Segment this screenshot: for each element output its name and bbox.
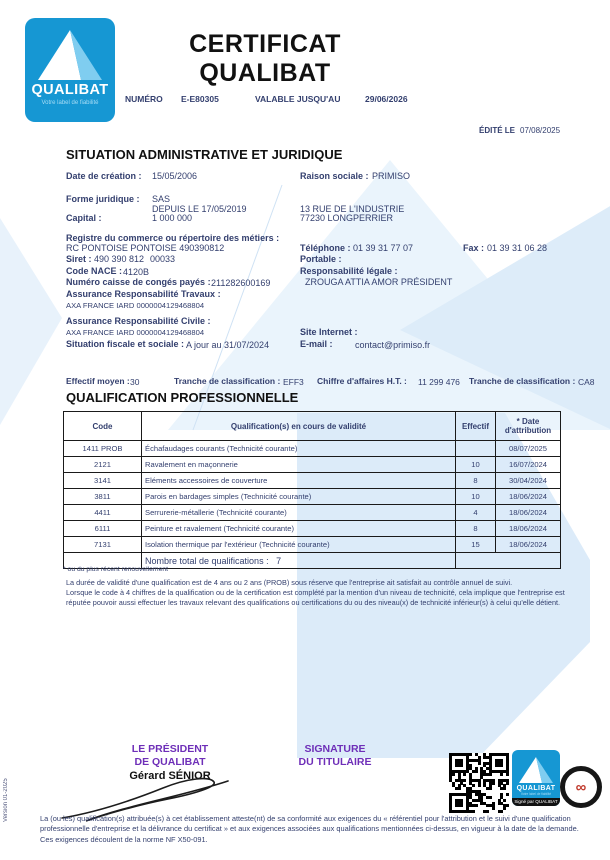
- cell-date: 08/07/2025: [496, 441, 561, 457]
- total-label-cell: [142, 553, 456, 569]
- cell-code: 3811: [64, 489, 142, 505]
- ca-value: 11 299 476: [418, 377, 460, 387]
- cell-label: Isolation thermique par l'extérieur (Technicité courante): [142, 537, 456, 553]
- cell-label: Échafaudages courants (Technicité courante): [142, 441, 456, 457]
- raison-label: Raison sociale :: [300, 171, 369, 181]
- logo-name: QUALIBAT: [516, 785, 556, 792]
- conformity-note: La (ou les) qualification(s) attribuée(s) à cet établissement atteste(nt) de sa conformité aux exigences du « référentiel pour l'attribution et le suivi d'une qualification professionnelle d'entreprise et la délivrance du certificat » et aux exigences associées aux qualifications mentionnées ci-dessus, en vigueur à la date de la demande. Ces exigences découlent de la norme NF X50-091.: [40, 814, 579, 844]
- capital-label: Capital :: [66, 213, 102, 223]
- tel-label: Téléphone :: [300, 243, 351, 253]
- site-internet-label: Site Internet :: [300, 327, 358, 337]
- edite-value: 07/08/2025: [520, 126, 561, 135]
- assurance-travaux-label: Assurance Responsabilité Travaux :: [66, 289, 221, 299]
- qualification-heading: QUALIFICATION PROFESSIONNELLE: [66, 390, 299, 405]
- capital-value: 1 000 000: [152, 213, 193, 223]
- table-row: [64, 489, 561, 505]
- col-header-date-line2: d'attribution: [504, 426, 552, 435]
- validity-note-line2: Lorsque le code à 4 chiffres de la qualification ou de la certification est complété par la mention d'un niveau de technicité, cela implique que l'entreprise est réputée pouvoir aussi effectuer les travaux relevant des qualifications ou certifications du ou des niveau(x) de technicité inférieur(s) à celui qu'elle détient.: [66, 588, 565, 608]
- table-header-row: [64, 412, 561, 441]
- president-title-line1: LE PRÉSIDENT: [131, 743, 209, 755]
- registre-value: RC PONTOISE PONTOISE 490390812: [66, 243, 225, 253]
- pyramid-icon: [512, 753, 560, 785]
- cell-label: Ravalement en maçonnerie: [142, 457, 456, 473]
- raison-value: PRIMISO: [372, 171, 411, 181]
- tel-value: 01 39 31 77 07: [353, 243, 414, 253]
- cell-code: 7131: [64, 537, 142, 553]
- cell-effectif: 8: [456, 521, 496, 537]
- conges-label: Numéro caisse de congés payés :: [66, 277, 211, 287]
- version-label: Version 01-2025: [3, 778, 9, 822]
- numero-label: NUMÉRO: [125, 94, 163, 104]
- signed-by-bar: Signé par QUALIBAT: [512, 798, 560, 806]
- table-row: [64, 505, 561, 521]
- col-header-code: Code: [64, 412, 142, 441]
- table-row: [64, 441, 561, 457]
- tranche-eff-label: Tranche de classification :: [174, 376, 281, 386]
- resp-legale-label: Responsabilité légale :: [300, 266, 398, 276]
- pyramid-icon: [25, 22, 115, 84]
- cell-effectif: 10: [456, 457, 496, 473]
- adresse-line2: 77230 LONGPERRIER: [300, 213, 394, 223]
- forme-depuis: DEPUIS LE 17/05/2019: [152, 204, 247, 214]
- date-creation-label: Date de création :: [66, 171, 142, 181]
- cell-date: 16/07/2024: [496, 457, 561, 473]
- logo-name: QUALIBAT: [31, 82, 109, 98]
- tranche-eff-value: EFF3: [283, 377, 304, 387]
- page-title: CERTIFICAT QUALIBAT: [189, 30, 341, 87]
- fax-value: 01 39 31 06 28: [487, 243, 548, 253]
- siret-value: 490 390 812: [94, 254, 145, 264]
- qr-code: [449, 753, 509, 813]
- effectif-moyen-label: Effectif moyen :: [66, 376, 130, 386]
- titulaire-title-line2: DU TITULAIRE: [298, 755, 372, 768]
- logo-tagline: Votre label de fiabilité: [41, 100, 99, 106]
- edite-label: ÉDITÉ LE: [479, 126, 516, 135]
- certification-seal: [560, 766, 602, 808]
- cell-code: 2121: [64, 457, 142, 473]
- tranche-ca-value: CA8: [578, 377, 595, 387]
- qualification-table: [63, 411, 561, 569]
- cell-date: 18/06/2024: [496, 489, 561, 505]
- president-name: Gérard SÉNIOR: [129, 770, 211, 782]
- cell-date: 18/06/2024: [496, 537, 561, 553]
- table-row: [64, 457, 561, 473]
- fax-label: Fax :: [463, 243, 485, 253]
- total-value: 7: [276, 555, 282, 566]
- fiscale-label: Situation fiscale et sociale :: [66, 339, 185, 349]
- table-row: [64, 473, 561, 489]
- assurance-civile-value: AXA FRANCE IARD 0000004129468804: [66, 328, 205, 337]
- cell-date: 18/06/2024: [496, 505, 561, 521]
- date-creation-value: 15/05/2006: [152, 171, 198, 181]
- cell-date: 30/04/2024: [496, 473, 561, 489]
- email-value: contact@primiso.fr: [355, 340, 431, 350]
- admin-heading: SITUATION ADMINISTRATIVE ET JURIDIQUE: [66, 147, 343, 162]
- cell-code: 1411 PROB: [64, 441, 142, 457]
- tranche-ca-label: Tranche de classification :: [469, 376, 576, 386]
- col-header-date: [496, 412, 561, 441]
- logo-tagline: Votre label de fiabilité: [520, 792, 552, 796]
- seal-infinity-glyph: ∞: [575, 778, 587, 796]
- siret-label: Siret :: [66, 254, 92, 264]
- cell-label: Peinture et ravalement (Technicité courante): [142, 521, 456, 537]
- email-label: E-mail :: [300, 339, 333, 349]
- cell-date: 18/06/2024: [496, 521, 561, 537]
- cell-effectif: 15: [456, 537, 496, 553]
- col-header-qualification: Qualification(s) en cours de validité: [142, 412, 456, 441]
- cell-effectif: 8: [456, 473, 496, 489]
- portable-label: Portable :: [300, 254, 342, 264]
- forme-label: Forme juridique :: [66, 194, 140, 204]
- ca-label: Chiffre d'affaires H.T. :: [317, 376, 407, 386]
- president-title: [105, 743, 235, 768]
- cell-code: 3141: [64, 473, 142, 489]
- table-footnote: * ou du plus récent renouvellement: [63, 566, 169, 573]
- total-label: Nombre total de qualifications :: [145, 555, 269, 566]
- conges-value: 211282600169: [211, 278, 271, 288]
- cell-effectif: 10: [456, 489, 496, 505]
- table-row: [64, 521, 561, 537]
- cell-code: 4411: [64, 505, 142, 521]
- assurance-travaux-value: AXA FRANCE IARD 0000004129468804: [66, 301, 205, 310]
- cell-label: Eléments accessoires de couverture: [142, 473, 456, 489]
- qualibat-logo: [25, 18, 115, 122]
- qualibat-small-logo: [512, 750, 560, 806]
- forme-value: SAS: [152, 194, 171, 204]
- cell-label: Parois en bardages simples (Technicité courante): [142, 489, 456, 505]
- cell-code: 6111: [64, 521, 142, 537]
- titulaire-title-line1: SIGNATURE: [304, 743, 366, 755]
- assurance-civile-label: Assurance Responsabilité Civile :: [66, 316, 211, 326]
- registre-label: Registre du commerce ou répertoire des métiers :: [66, 233, 280, 243]
- col-header-date-line1: * Date: [516, 417, 540, 426]
- valable-label: VALABLE JUSQU'AU: [255, 94, 341, 104]
- table-row: [64, 537, 561, 553]
- valable-value: 29/06/2026: [365, 94, 408, 104]
- titulaire-title: [275, 743, 395, 768]
- nace-label: Code NACE :: [66, 266, 122, 276]
- adresse-line1: 13 RUE DE L'INDUSTRIE: [300, 204, 405, 214]
- cell-label: Serrurerie-métallerie (Technicité courante): [142, 505, 456, 521]
- validity-note-line1: La durée de validité d'une qualification est de 4 ans ou 2 ans (PROB) sous réserve que l'entreprise ait satisfait au contrôle annuel de suivi.: [66, 578, 513, 587]
- fiscale-value: A jour au 31/07/2024: [186, 340, 270, 350]
- siret-nic-value: 00033: [150, 254, 176, 264]
- validity-note: [66, 578, 571, 609]
- total-merged-cell: [456, 553, 561, 569]
- effectif-moyen-value: 30: [130, 377, 140, 387]
- numero-value: E-E80305: [181, 94, 219, 104]
- nace-value: 4120B: [123, 267, 150, 277]
- col-header-effectif: Effectif: [456, 412, 496, 441]
- resp-legale-value: ZROUGA ATTIA AMOR PRÉSIDENT: [305, 277, 453, 287]
- president-title-line2: DE QUALIBAT: [134, 755, 206, 768]
- cell-effectif: [456, 441, 496, 457]
- cell-effectif: 4: [456, 505, 496, 521]
